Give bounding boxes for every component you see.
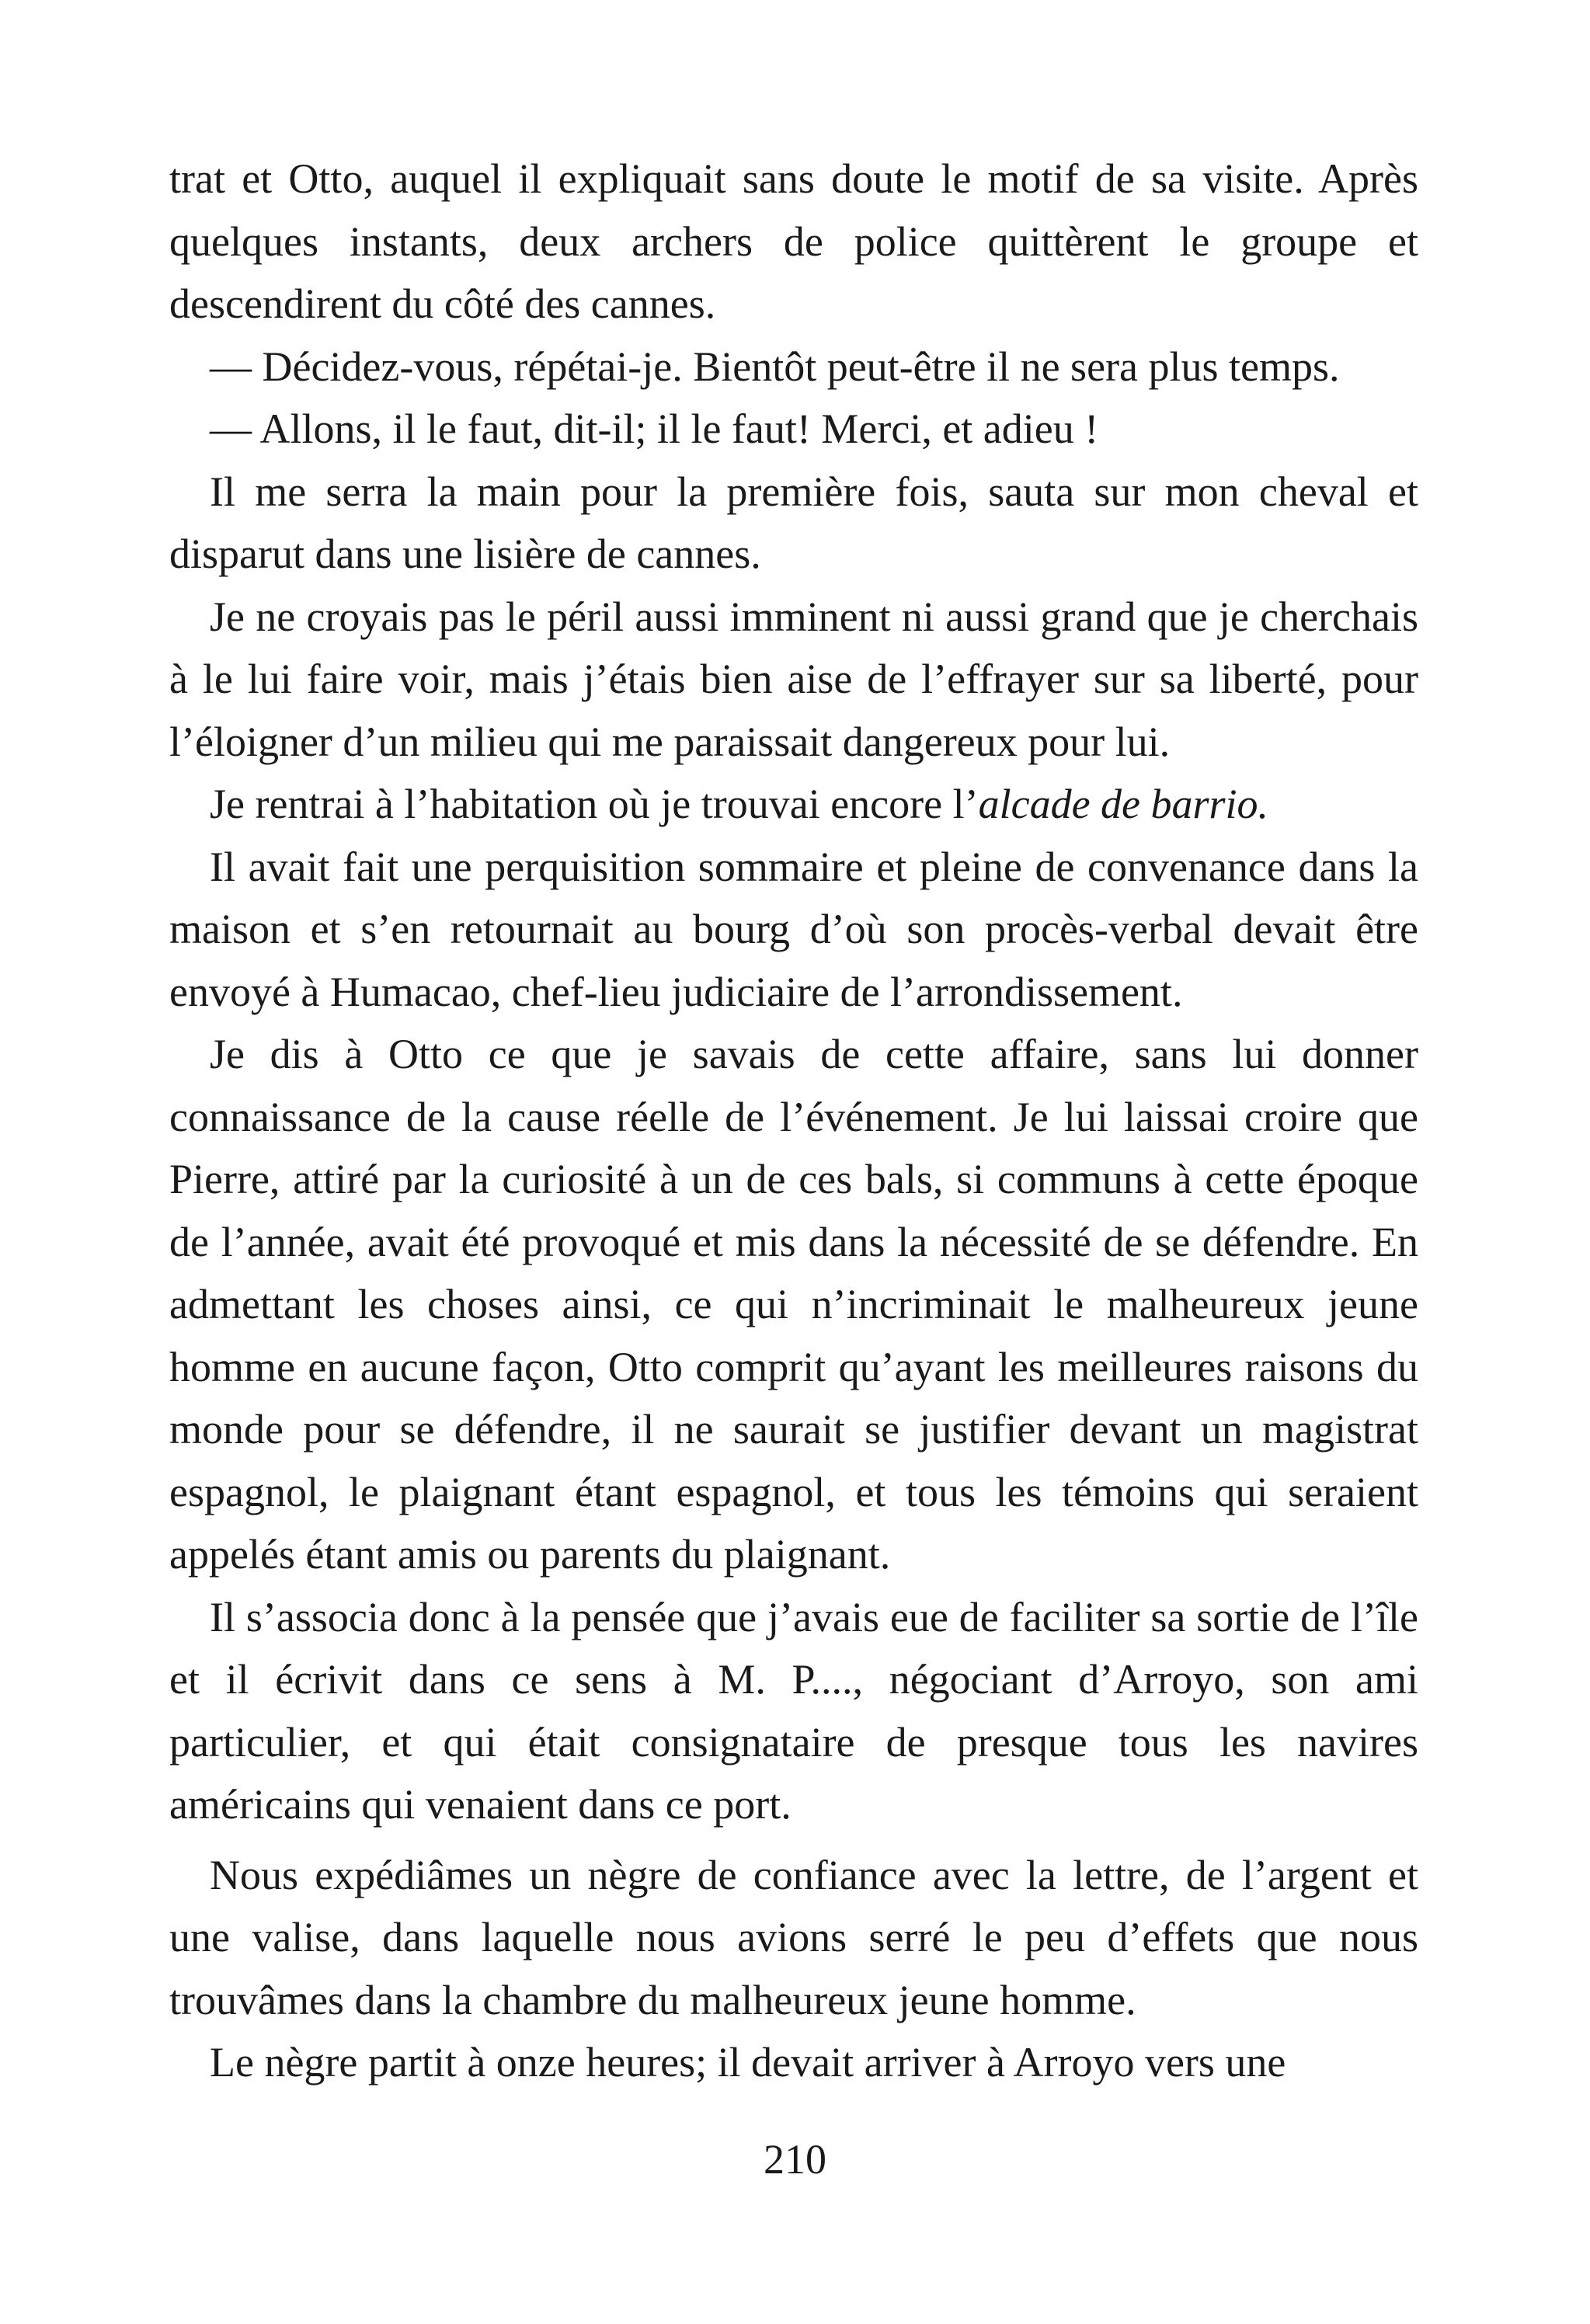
paragraph-11 [169, 2031, 1418, 2094]
text-run: — Allons, il le faut, dit-il; il le faut! Merci, et adieu ! [210, 405, 1099, 452]
paragraph-10 [169, 1844, 1418, 2032]
paragraph-6 [169, 773, 1418, 836]
paragraph-4 [169, 461, 1418, 586]
paragraph-2 [169, 336, 1418, 398]
paragraph-9 [169, 1586, 1418, 1836]
text-run: Il s’associa donc à la pensée que j’avais eue de faciliter sa sortie de l’île et il écrivit dans ce sens à M. P...., négociant d’Arroyo, son ami particulier, et qui était consignataire de presque tous les navires américains qui venaient dans ce port. [169, 1593, 1418, 1828]
paragraph-8 [169, 1023, 1418, 1586]
paragraph-5 [169, 586, 1418, 774]
page-number: 210 [764, 2136, 826, 2183]
paragraph-3 [169, 398, 1418, 461]
text-run: Je rentrai à l’habitation où je trouvai encore l’ [210, 781, 979, 827]
paragraph-1 [169, 148, 1418, 336]
body-text [169, 148, 1418, 2094]
text-run: Le nègre partit à onze heures; il devait arriver à Arroyo vers une [210, 2039, 1286, 2086]
text-run: Il avait fait une perquisition sommaire et pleine de convenance dans la maison et s’en retournait au bourg d’où son procès-verbal devait être envoyé à Humacao, chef-lieu judiciaire de l’arrondissement. [169, 843, 1418, 1015]
text-run: Je ne croyais pas le péril aussi imminent ni aussi grand que je cherchais à le lui faire voir, mais j’étais bien aise de l’effrayer sur sa liberté, pour l’éloigner d’un milieu qui me paraissait dangereux pour lui. [169, 593, 1418, 765]
text-run: Je dis à Otto ce que je savais de cette affaire, sans lui donner connaissance de la cause réelle de l’événement. Je lui laissai croire que Pierre, attiré par la curiosité à un de ces bals, si communs à cette époque de l’année, avait été provoqué et mis dans la nécessité de se défendre. En admettant les choses ainsi, ce qui n’incriminait le malheureux jeune homme en aucune façon, Otto comprit qu’ayant les meilleures raisons du monde pour se défendre, il ne saurait se justifier devant un magistrat espagnol, le plaignant étant espagnol, et tous les témoins qui seraient appelés étant amis ou parents du plaignant. [169, 1031, 1418, 1578]
paragraph-7 [169, 836, 1418, 1024]
text-run: — Décidez-vous, répétai-je. Bientôt peut-être il ne sera plus temps. [210, 343, 1340, 390]
text-run: Il me serra la main pour la première fois, sauta sur mon cheval et disparut dans une lisière de cannes. [169, 468, 1418, 577]
text-run: trat et Otto, auquel il expliquait sans doute le motif de sa visite. Après quelques instants, deux archers de police quittèrent le groupe et descendirent du côté des cannes. [169, 155, 1418, 327]
italic-text-run: alcade de barrio. [978, 781, 1269, 827]
text-run: Nous expédiâmes un nègre de confiance avec la lettre, de l’argent et une valise, dans laquelle nous avions serré le peu d’effets que nous trouvâmes dans la chambre du malheureux jeune homme. [169, 1851, 1418, 2023]
